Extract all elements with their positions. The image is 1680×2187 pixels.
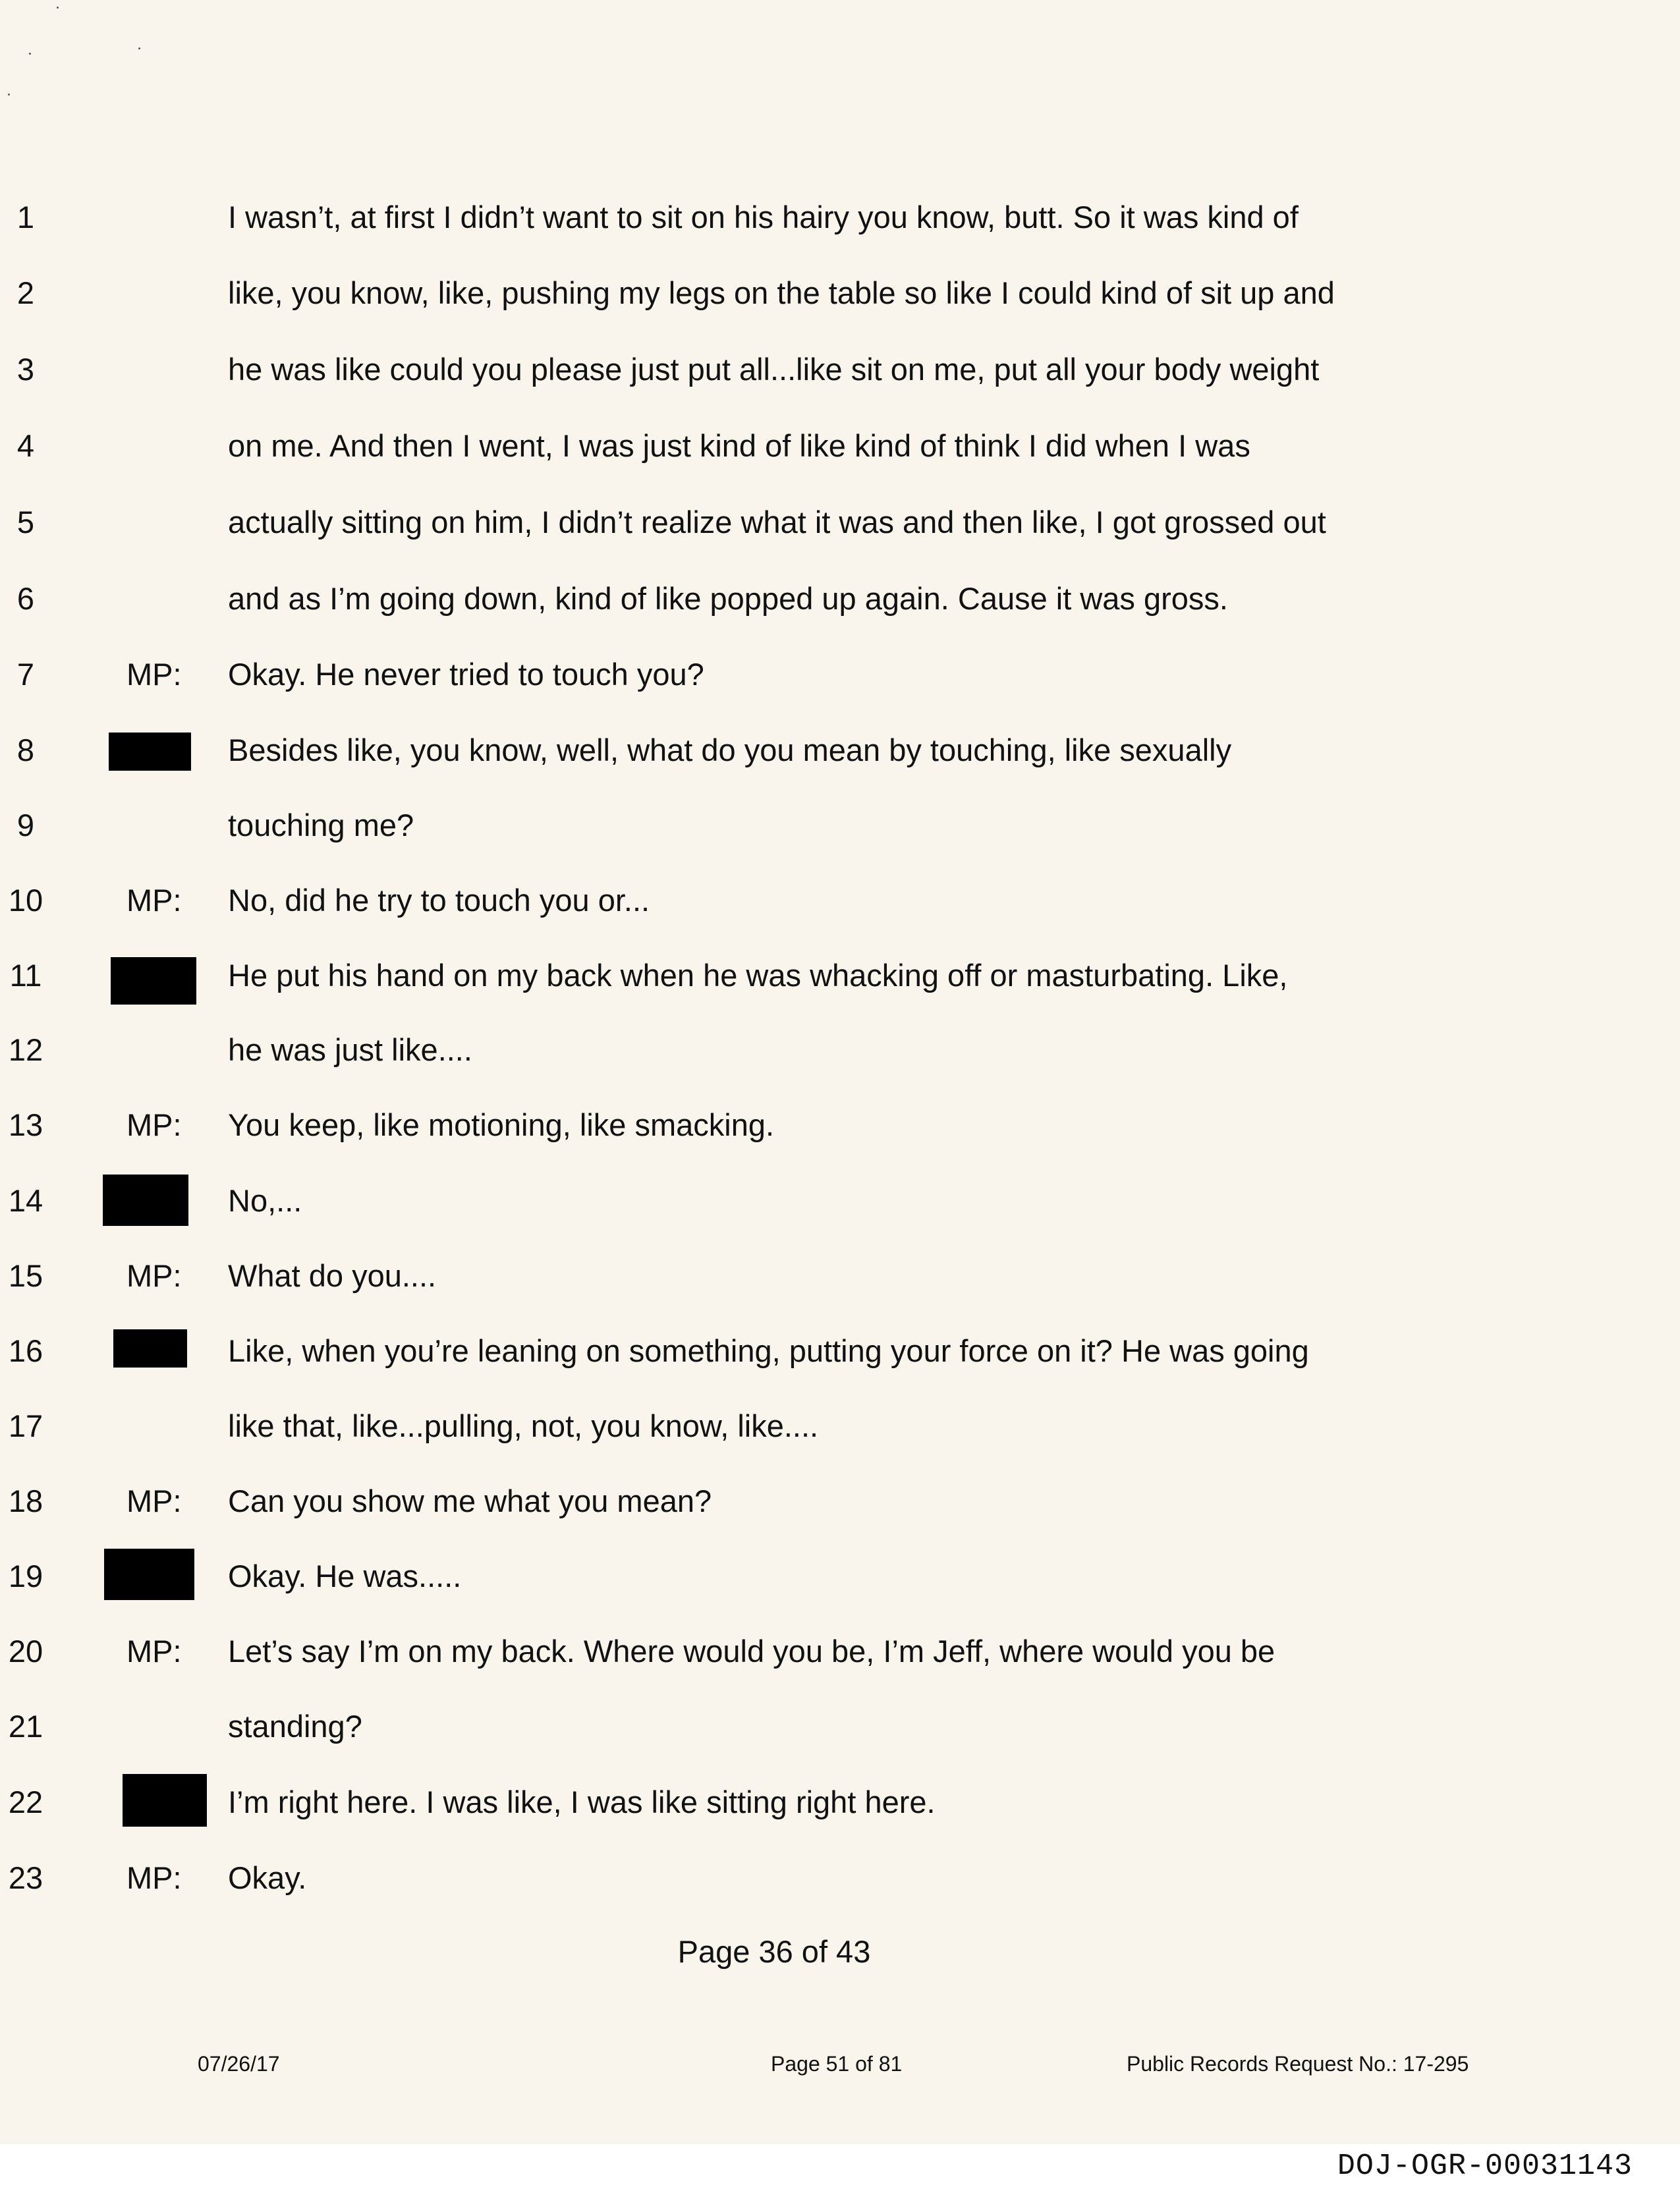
- line-text: Like, when you’re leaning on something, putting your force on it? He was going: [228, 1333, 1309, 1368]
- speaker-label: MP:: [126, 883, 182, 918]
- line-text: What do you....: [228, 1258, 437, 1293]
- transcript-line: [0, 1105, 1680, 1145]
- line-text: He put his hand on my back when he was whacking off or masturbating. Like,: [228, 958, 1288, 993]
- line-text: Let’s say I’m on my back. Where would you be, I’m Jeff, where would you be: [228, 1634, 1275, 1669]
- footer-request-number: Public Records Request No.: 17-295: [1127, 2052, 1469, 2076]
- scan-speck: [29, 53, 31, 55]
- speaker-label: MP:: [126, 1483, 182, 1518]
- line-text: Okay. He never tried to touch you?: [228, 657, 704, 692]
- line-number: 12: [8, 1032, 43, 1067]
- transcript-line: [0, 503, 1680, 542]
- transcript-line: [0, 1181, 1680, 1221]
- transcript-line: [0, 956, 1680, 995]
- line-text: on me. And then I went, I was just kind of like kind of think I did when I was: [228, 428, 1250, 463]
- line-number: 22: [8, 1785, 43, 1819]
- transcript-line: [0, 1783, 1680, 1822]
- transcript-line: [0, 426, 1680, 466]
- line-text: You keep, like motioning, like smacking.: [228, 1107, 775, 1142]
- footer-date: 07/26/17: [198, 2052, 280, 2076]
- line-number: 19: [8, 1559, 43, 1593]
- line-text: like that, like...pulling, not, you know, like....: [228, 1408, 819, 1443]
- transcript-line: [0, 881, 1680, 920]
- redaction-box: [109, 733, 191, 771]
- line-number: 20: [8, 1634, 43, 1669]
- footer-page-count: Page 51 of 81: [771, 2052, 903, 2076]
- redaction-box: [111, 957, 196, 1005]
- line-number: 13: [8, 1107, 43, 1142]
- line-text: like, you know, like, pushing my legs on the table so like I could kind of sit up and: [228, 275, 1335, 310]
- line-number: 4: [16, 428, 35, 463]
- transcript-line: [0, 655, 1680, 694]
- line-text: Can you show me what you mean?: [228, 1483, 712, 1518]
- transcript-line: [0, 1557, 1680, 1596]
- line-text: actually sitting on him, I didn’t realize what it was and then like, I got grossed out: [228, 505, 1326, 540]
- line-text: Okay.: [228, 1860, 307, 1895]
- line-number: 7: [16, 657, 35, 692]
- transcript-line: [0, 1858, 1680, 1898]
- transcript-line: [0, 350, 1680, 389]
- line-text: I’m right here. I was like, I was like sitting right here.: [228, 1785, 936, 1819]
- line-text: No,...: [228, 1183, 302, 1218]
- speaker-label: MP:: [126, 1860, 182, 1895]
- scan-speck: [138, 47, 140, 49]
- line-number: 18: [8, 1483, 43, 1518]
- transcript-line: [0, 1331, 1680, 1371]
- page-number: Page 36 of 43: [677, 1934, 871, 1969]
- transcript-line: [0, 731, 1680, 770]
- redaction-box: [104, 1549, 194, 1600]
- speaker-label: MP:: [126, 1634, 182, 1669]
- line-number: 15: [8, 1258, 43, 1293]
- line-text: Okay. He was.....: [228, 1559, 462, 1593]
- line-number: 8: [16, 733, 35, 767]
- line-number: 14: [8, 1183, 43, 1218]
- line-number: 3: [16, 352, 35, 387]
- line-text: Besides like, you know, well, what do you mean by touching, like sexually: [228, 733, 1232, 767]
- line-text: touching me?: [228, 808, 414, 843]
- scan-speck: [57, 7, 59, 9]
- transcript-line: [0, 1030, 1680, 1070]
- scan-speck: [8, 94, 10, 96]
- bates-number: DOJ-OGR-00031143: [1337, 2149, 1633, 2183]
- transcript-line: [0, 1256, 1680, 1296]
- transcript-line: [0, 273, 1680, 313]
- line-text: he was like could you please just put all...like sit on me, put all your body weight: [228, 352, 1320, 387]
- redaction-box: [113, 1329, 187, 1368]
- line-number: 1: [16, 200, 35, 235]
- transcript-line: [0, 1406, 1680, 1446]
- line-number: 21: [8, 1709, 43, 1744]
- transcript-line: [0, 1632, 1680, 1671]
- transcript-line: [0, 806, 1680, 845]
- transcript-line: [0, 1481, 1680, 1521]
- line-text: he was just like....: [228, 1032, 472, 1067]
- line-number: 16: [8, 1333, 43, 1368]
- line-text: No, did he try to touch you or...: [228, 883, 650, 918]
- speaker-label: MP:: [126, 1107, 182, 1142]
- line-text: and as I’m going down, kind of like popped up again. Cause it was gross.: [228, 581, 1228, 616]
- line-text: standing?: [228, 1709, 362, 1744]
- line-number: 10: [8, 883, 43, 918]
- line-number: 5: [16, 505, 35, 540]
- transcript-line: [0, 1707, 1680, 1746]
- line-number: 23: [8, 1860, 43, 1895]
- line-number: 17: [8, 1408, 43, 1443]
- transcript-line: [0, 198, 1680, 237]
- redaction-box: [103, 1175, 188, 1226]
- line-number: 2: [16, 275, 35, 310]
- transcript-line: [0, 579, 1680, 619]
- speaker-label: MP:: [126, 657, 182, 692]
- redaction-box: [123, 1774, 207, 1827]
- line-number: 9: [16, 808, 35, 843]
- line-number: 11: [9, 958, 42, 993]
- line-text: I wasn’t, at first I didn’t want to sit on his hairy you know, butt. So it was kind of: [228, 200, 1299, 235]
- line-number: 6: [16, 581, 35, 616]
- speaker-label: MP:: [126, 1258, 182, 1293]
